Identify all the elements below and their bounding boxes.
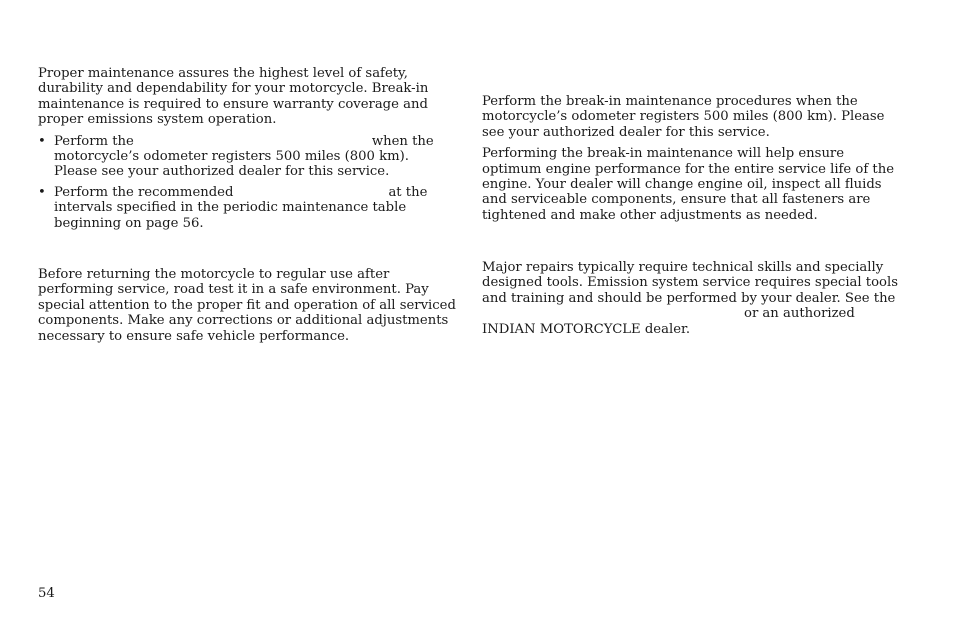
bullet-text-before: Perform the bbox=[54, 133, 134, 149]
road-test-section bbox=[38, 267, 456, 344]
page-number: 54 bbox=[38, 586, 55, 601]
bullet-text-after: when the motorcycle’s odometer registers 500 miles (800 km). Please see your authorized dealer for this service. bbox=[54, 133, 434, 180]
break-in-paragraph-1: Perform the break-in maintenance procedures when the motorcycle’s odometer registers 500 miles (800 km). Please see your authorized dealer for this service. bbox=[482, 94, 885, 140]
list-item bbox=[38, 134, 456, 180]
maintenance-bullet-list bbox=[38, 134, 456, 231]
major-repair-text: Major repairs typically require technical skills and specially designed tools. Emission system service requires special tools and training and should be performed by your dealer. See the bbox=[482, 260, 898, 306]
road-test-paragraph: Before returning the motorcycle to regular use after performing service, road test it in a safe environment. Pay special attention to the proper fit and operation of all serviced components. Make any corrections or additional adjustments necessary to ensure safe vehicle performance. bbox=[38, 267, 456, 344]
major-repair-paragraph bbox=[482, 260, 902, 337]
bullet-text-before: Perform the recommended bbox=[54, 184, 234, 200]
break-in-paragraph-2: Performing the break-in maintenance will help ensure optimum engine performance for the entire service life of the engine. Your dealer will change engine oil, inspect all fluids and serviceable components, ensure that all fasteners are tightened and make other adjustments as needed. bbox=[482, 146, 895, 223]
bullet-marker: • bbox=[38, 133, 46, 149]
list-item bbox=[38, 185, 456, 231]
left-column bbox=[38, 66, 456, 236]
major-repair-section bbox=[482, 260, 902, 337]
major-repair-text-after: or an authorized INDIAN MOTORCYCLE dealer. bbox=[482, 306, 855, 337]
maintenance-intro: Proper maintenance assures the highest level of safety, durability and dependability for your motorcycle. Break-in maintenance is required to ensure warranty coverage and proper emissions system operation. bbox=[38, 66, 429, 128]
bullet-marker: • bbox=[38, 184, 46, 200]
bullet-text-after: at the intervals specified in the periodic maintenance table beginning on page 56. bbox=[54, 184, 428, 231]
break-in-section bbox=[482, 94, 902, 223]
